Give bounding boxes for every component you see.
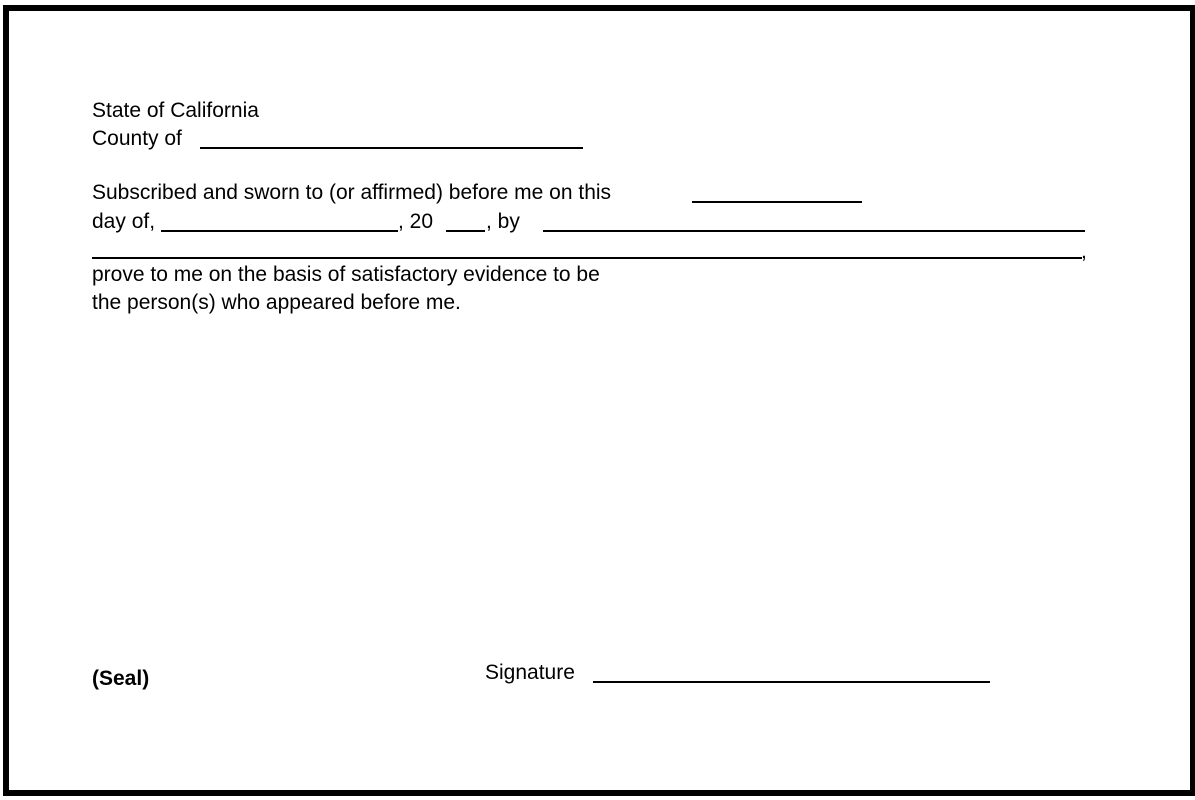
trailing-comma: , — [1081, 240, 1087, 263]
county-field[interactable] — [200, 147, 583, 149]
date-day-field[interactable] — [692, 201, 862, 203]
month-field[interactable] — [161, 230, 398, 232]
document-border — [3, 5, 1195, 796]
evidence-line: prove to me on the basis of satisfactory evidence to be — [92, 263, 600, 286]
by-name-field[interactable] — [543, 230, 1085, 232]
state-line: State of California — [92, 99, 259, 122]
year-prefix-label: , 20 — [398, 210, 434, 233]
county-label: County of — [92, 127, 182, 150]
by-label: , by — [486, 210, 520, 233]
signature-field[interactable] — [593, 681, 990, 683]
appeared-line: the person(s) who appeared before me. — [92, 291, 461, 314]
year-field[interactable] — [446, 230, 485, 232]
subscribed-text: Subscribed and sworn to (or affirmed) before me on this — [92, 181, 612, 204]
seal-label: (Seal) — [92, 667, 150, 690]
by-name-field-continued[interactable] — [92, 257, 1082, 259]
day-of-label: day of, — [92, 210, 156, 233]
signature-label: Signature — [485, 661, 575, 684]
